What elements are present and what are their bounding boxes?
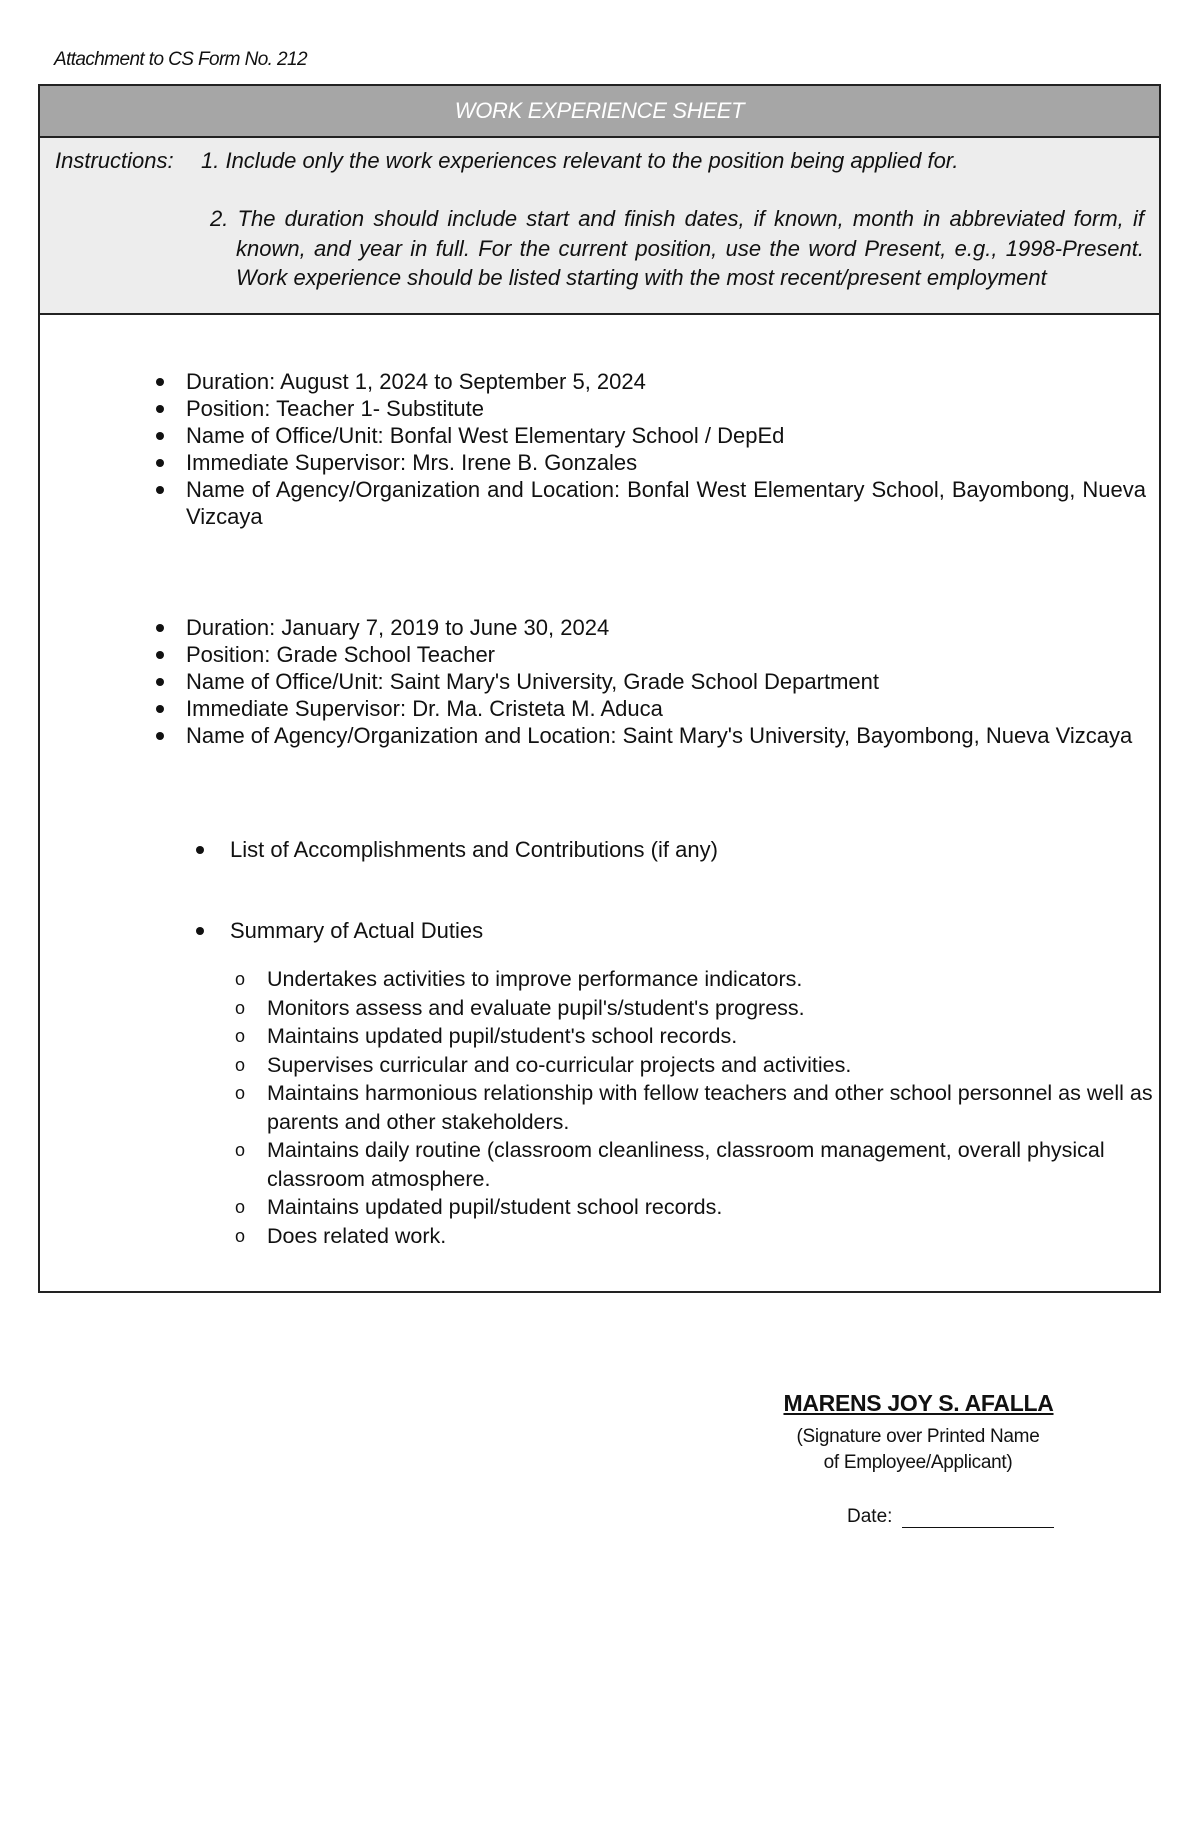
job-duration: Duration: January 7, 2019 to June 30, 2024	[148, 614, 1146, 641]
job-supervisor: Immediate Supervisor: Mrs. Irene B. Gonzales	[148, 449, 1146, 476]
date-blank-line[interactable]	[902, 1527, 1054, 1528]
duty-item: o Undertakes activities to improve performance indicators.	[223, 965, 1169, 994]
job-agency: Name of Agency/Organization and Location: Saint Mary's University, Bayombong, Nueva Vizcaya	[148, 722, 1146, 749]
duty-item: o Supervises curricular and co-curricular projects and activities.	[223, 1051, 1169, 1080]
duty-item: o Monitors assess and evaluate pupil's/student's progress.	[223, 994, 1169, 1023]
date-label: Date:	[847, 1506, 893, 1527]
duty-item: o Maintains updated pupil/student school records.	[223, 1193, 1169, 1222]
duty-item: o Maintains daily routine (classroom cleanliness, classroom management, overall physical classroom atmosphere.	[223, 1136, 1169, 1193]
work-experience-sheet	[38, 84, 1161, 1293]
duties-section	[188, 917, 1088, 944]
signature-caption	[770, 1424, 1066, 1476]
job-entry-2	[148, 614, 1146, 749]
duties-label: Summary of Actual Duties	[188, 917, 1088, 944]
accomplishments-section	[188, 836, 1088, 863]
accomplishments-label: List of Accomplishments and Contributions (if any)	[188, 836, 1088, 863]
instructions-box	[40, 138, 1159, 315]
instruction-item-2: 2. The duration should include start and finish dates, if known, month in abbreviated form, if known, and year in full. For the current position, use the word Present, e.g., 1998-Present. Work experience should be listed starting with the most recent/present employment	[210, 206, 1144, 290]
signature-name: MARENS JOY S. AFALLA	[783, 1390, 1054, 1416]
job-office: Name of Office/Unit: Saint Mary's University, Grade School Department	[148, 668, 1146, 695]
job-duration: Duration: August 1, 2024 to September 5, 2024	[148, 368, 1146, 395]
sheet-content	[40, 315, 1159, 1291]
instructions-label: Instructions:	[55, 148, 174, 173]
signature-caption-line-2: of Employee/Applicant)	[823, 1452, 1013, 1473]
attachment-label: Attachment to CS Form No. 212	[54, 49, 307, 70]
job-supervisor: Immediate Supervisor: Dr. Ma. Cristeta M. Aduca	[148, 695, 1146, 722]
duty-item: o Does related work.	[223, 1222, 1169, 1251]
job-position: Position: Teacher 1- Substitute	[148, 395, 1146, 422]
instruction-item-1: 1. Include only the work experiences relevant to the position being applied for.	[201, 148, 959, 173]
job-position: Position: Grade School Teacher	[148, 641, 1146, 668]
duty-item: o Maintains harmonious relationship with fellow teachers and other school personnel as well as parents and other stakeholders.	[223, 1079, 1169, 1136]
sheet-title: WORK EXPERIENCE SHEET	[40, 86, 1159, 138]
duty-item: o Maintains updated pupil/student's school records.	[223, 1022, 1169, 1051]
signature-caption-line-1: (Signature over Printed Name	[796, 1426, 1040, 1447]
job-entry-1	[148, 368, 1146, 530]
job-agency: Name of Agency/Organization and Location: Bonfal West Elementary School, Bayombong, Nueva Vizcaya	[148, 476, 1146, 530]
duties-list	[223, 965, 1169, 1250]
job-office: Name of Office/Unit: Bonfal West Elementary School / DepEd	[148, 422, 1146, 449]
